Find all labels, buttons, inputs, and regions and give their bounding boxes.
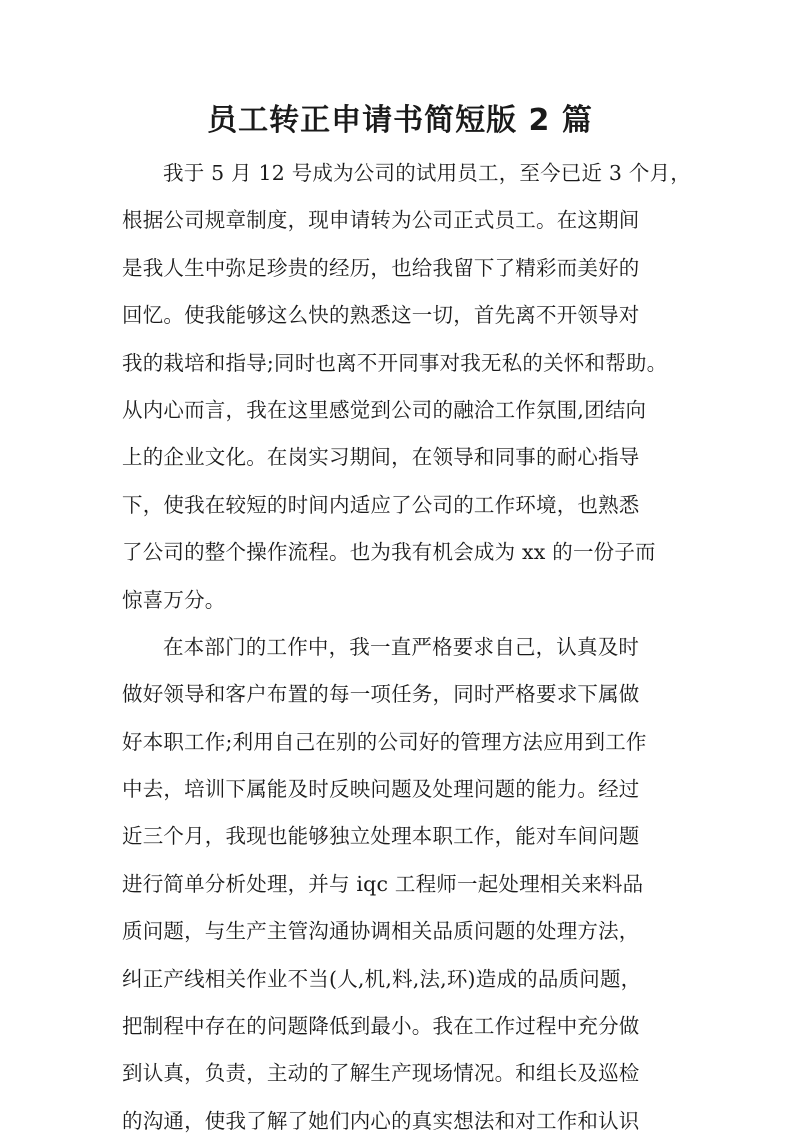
paragraph-1-line-2: 根据公司规章制度，现申请转为公司正式员工。在这期间 xyxy=(122,208,640,233)
paragraph-2-line-7: 质问题，与生产主管沟通协调相关品质问题的处理方法， xyxy=(122,919,640,944)
paragraph-1-line-1: 我于 5 月 12 号成为公司的试用员工，至今已近 3 个月， xyxy=(163,161,691,185)
paragraph-2-line-9: 把制程中存在的问题降低到最小。我在工作过程中充分做 xyxy=(122,1014,640,1039)
paragraph-2-line-3: 好本职工作;利用自己在别的公司好的管理方法应用到工作 xyxy=(122,729,647,754)
paragraph-1-line-4: 回忆。使我能够这么快的熟悉这一切，首先离不开领导对 xyxy=(122,303,640,328)
paragraph-2-line-10: 到认真，负责，主动的了解生产现场情况。和组长及巡检 xyxy=(122,1061,640,1086)
paragraph-1-line-3: 是我人生中弥足珍贵的经历，也给我留下了精彩而美好的 xyxy=(122,255,640,280)
paragraph-2-line-4: 中去，培训下属能及时反映问题及处理问题的能力。经过 xyxy=(122,777,640,802)
paragraph-1-line-9: 了公司的整个操作流程。也为我有机会成为 xx 的一份子而 xyxy=(122,540,656,565)
document-title: 员工转正申请书简短版 2 篇 xyxy=(207,103,593,138)
paragraph-1-line-8: 下，使我在较短的时间内适应了公司的工作环境，也熟悉 xyxy=(122,492,640,517)
paragraph-2-line-5: 近三个月，我现也能够独立处理本职工作，能对车间问题 xyxy=(122,824,640,849)
paragraph-2-line-1: 在本部门的工作中，我一直严格要求自己，认真及时 xyxy=(163,634,640,659)
paragraph-2-line-2: 做好领导和客户布置的每一项任务，同时严格要求下属做 xyxy=(122,682,640,707)
paragraph-2-line-8: 纠正产线相关作业不当(人,机,料,法,环)造成的品质问题， xyxy=(122,966,642,991)
paragraph-2-line-11: 的沟通，使我了解了她们内心的真实想法和对工作和认识 xyxy=(122,1108,640,1133)
paragraph-2-line-6: 进行简单分析处理，并与 iqc 工程师一起处理相关来料品 xyxy=(122,871,644,896)
document-body xyxy=(122,150,692,1145)
paragraph-1-line-6: 从内心而言，我在这里感觉到公司的融洽工作氛围,团结向 xyxy=(122,397,647,422)
paragraph-1-line-5: 我的栽培和指导;同时也离不开同事对我无私的关怀和帮助。 xyxy=(122,350,668,375)
paragraph-1-line-7: 上的企业文化。在岗实习期间，在领导和同事的耐心指导 xyxy=(122,445,640,470)
paragraph-1-line-10: 惊喜万分。 xyxy=(122,587,226,612)
